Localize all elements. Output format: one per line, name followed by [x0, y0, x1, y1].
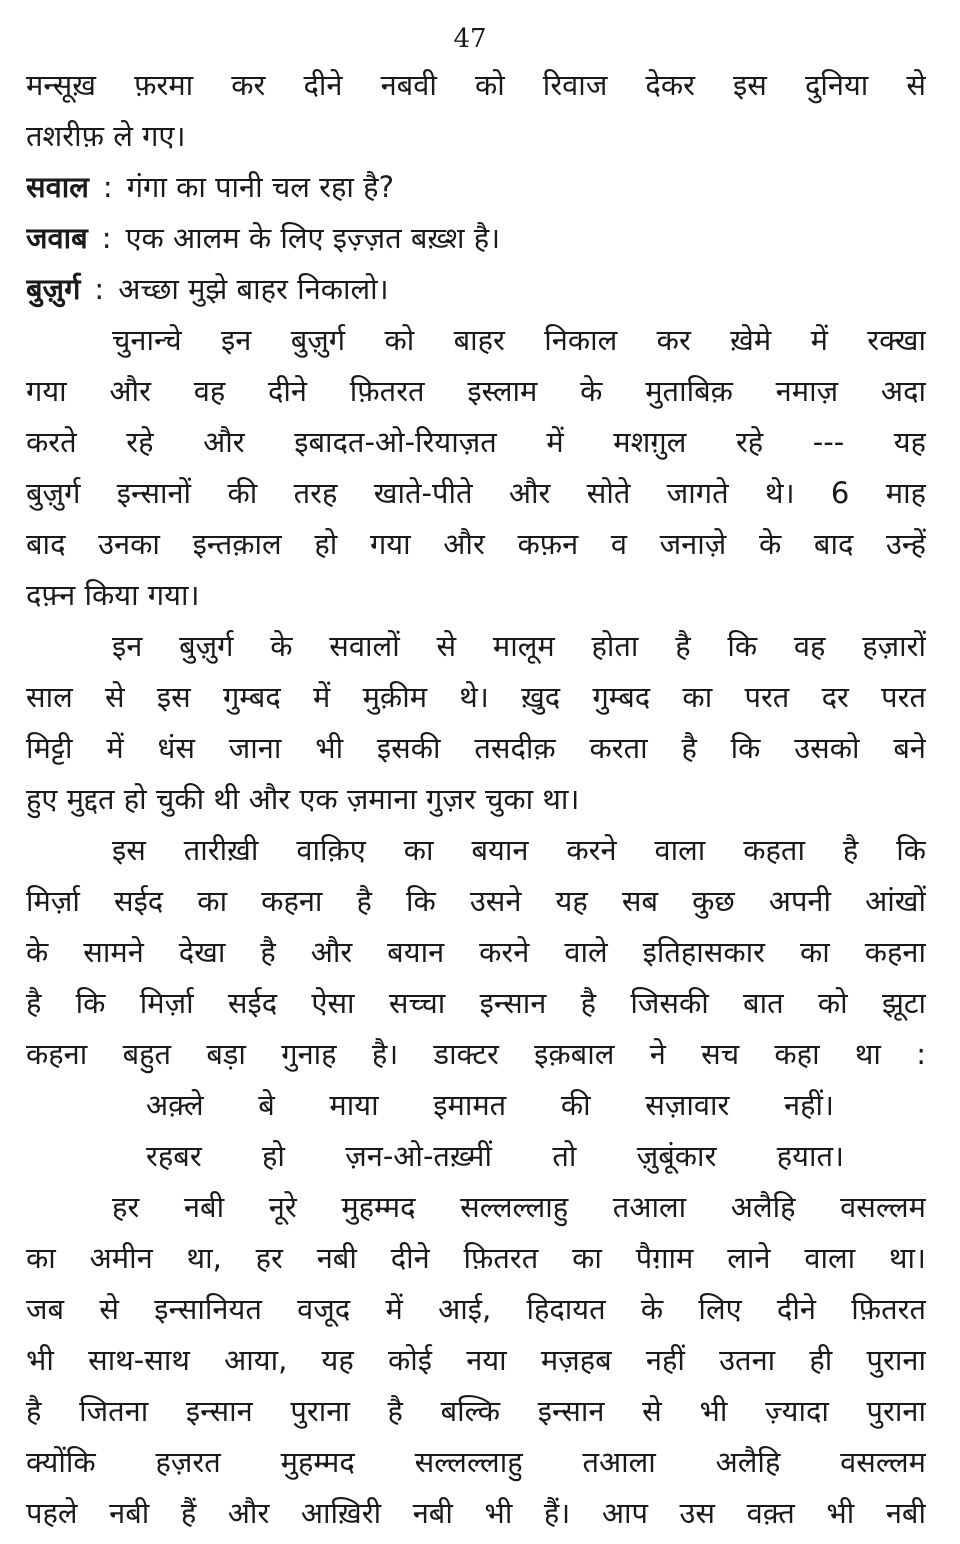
paragraph-line: करते रहे और इबादत-ओ-रियाज़त में मशग़ुल रहे --- यह	[26, 425, 926, 459]
paragraph-line: साल से इस गुम्बद में मुक़ीम थे। ख़ुद गुम्बद का परत दर परत	[26, 680, 926, 714]
paragraph-line: इस तारीख़ी वाक़िए का बयान करने वाला कहता है कि	[112, 833, 926, 867]
dialogue-text: गंगा का पानी चल रहा है?	[126, 170, 394, 204]
text-line: मन्सूख़ फ़रमा कर दीने नबवी को रिवाज देकर इस दुनिया से	[26, 68, 926, 102]
paragraph-line: का अमीन था, हर नबी दीने फ़ितरत का पैग़ाम लाने वाला था।	[26, 1241, 926, 1275]
paragraph-line: मिट्टी में धंस जाना भी इसकी तसदीक़ करता है कि उसको बने	[26, 731, 926, 765]
dialogue-text: एक आलम के लिए इज़्ज़त बख़्श है।	[125, 221, 501, 255]
dialogue-question	[26, 162, 926, 213]
dialogue-text: अच्छा मुझे बाहर निकालो।	[118, 272, 389, 306]
dialogue-separator: :	[94, 272, 105, 306]
dialogue-answer	[26, 213, 926, 264]
paragraph-line: बाद उनका इन्तक़ाल हो गया और कफ़न व जनाज़े के बाद उन्हें	[26, 527, 926, 561]
paragraph-line: चुनान्चे इन बुज़ुर्ग को बाहर निकाल कर ख़ेमे में रक्खा	[112, 323, 926, 357]
dialogue-separator: :	[101, 221, 112, 255]
dialogue-separator: :	[102, 170, 113, 204]
paragraph-line: हुए मुद्दत हो चुकी थी और एक ज़माना गुज़र चुका था।	[26, 782, 580, 816]
dialogue-speaker-label: बुज़ुर्ग	[26, 272, 81, 306]
paragraph-line: गया और वह दीने फ़ितरत इस्लाम के मुताबिक़ नमाज़ अदा	[26, 374, 926, 408]
paragraph-line: के सामने देखा है और बयान करने वाले इतिहासकार का कहना	[26, 935, 926, 969]
paragraph-line: मिर्ज़ा सईद का कहना है कि उसने यह सब कुछ अपनी आंखों	[26, 884, 926, 918]
verse-line: अक़्ले बे माया इमामत की सज़ावार नहीं।	[146, 1088, 834, 1122]
verse-line: रहबर हो ज़न-ओ-तख़्मीं तो ज़ुबूंकार हयात।	[146, 1139, 844, 1173]
paragraph-line: कहना बहुत बड़ा गुनाह है। डाक्टर इक़बाल ने सच कहा था :	[26, 1037, 926, 1071]
dialogue-speaker-label: सवाल	[26, 170, 89, 204]
paragraph-line: हर नबी नूरे मुहम्मद सल्लल्लाहु तआला अलैहि वसल्लम	[112, 1190, 926, 1224]
page-number: 47	[453, 24, 487, 54]
dialogue-elder	[26, 264, 926, 315]
paragraph-line: जब से इन्सानियत वजूद में आई, हिदायत के लिए दीने फ़ितरत	[26, 1292, 926, 1326]
paragraph-line: बुज़ुर्ग इन्सानों की तरह खाते-पीते और सोते जागते थे। 6 माह	[26, 476, 926, 510]
paragraph-line: है जितना इन्सान पुराना है बल्कि इन्सान से भी ज़्यादा पुराना	[26, 1394, 926, 1428]
text-line: तशरीफ़ ले गए।	[26, 119, 186, 153]
dialogue-speaker-label: जवाब	[26, 221, 88, 255]
paragraph-line: पहले नबी हैं और आख़िरी नबी भी हैं। आप उस वक़्त भी नबी	[26, 1496, 926, 1530]
paragraph-line: भी साथ-साथ आया, यह कोई नया मज़हब नहीं उतना ही पुराना	[26, 1343, 926, 1377]
paragraph-line: है कि मिर्ज़ा सईद ऐसा सच्चा इन्सान है जिसकी बात को झूटा	[26, 986, 926, 1020]
paragraph-line: इन बुज़ुर्ग के सवालों से मालूम होता है कि वह हज़ारों	[112, 629, 926, 663]
paragraph-line: दफ़्न किया गया।	[26, 578, 200, 612]
book-page	[26, 18, 926, 1538]
paragraph-line: क्योंकि हज़रत मुहम्मद सल्लल्लाहु तआला अलैहि वसल्लम	[26, 1445, 926, 1479]
